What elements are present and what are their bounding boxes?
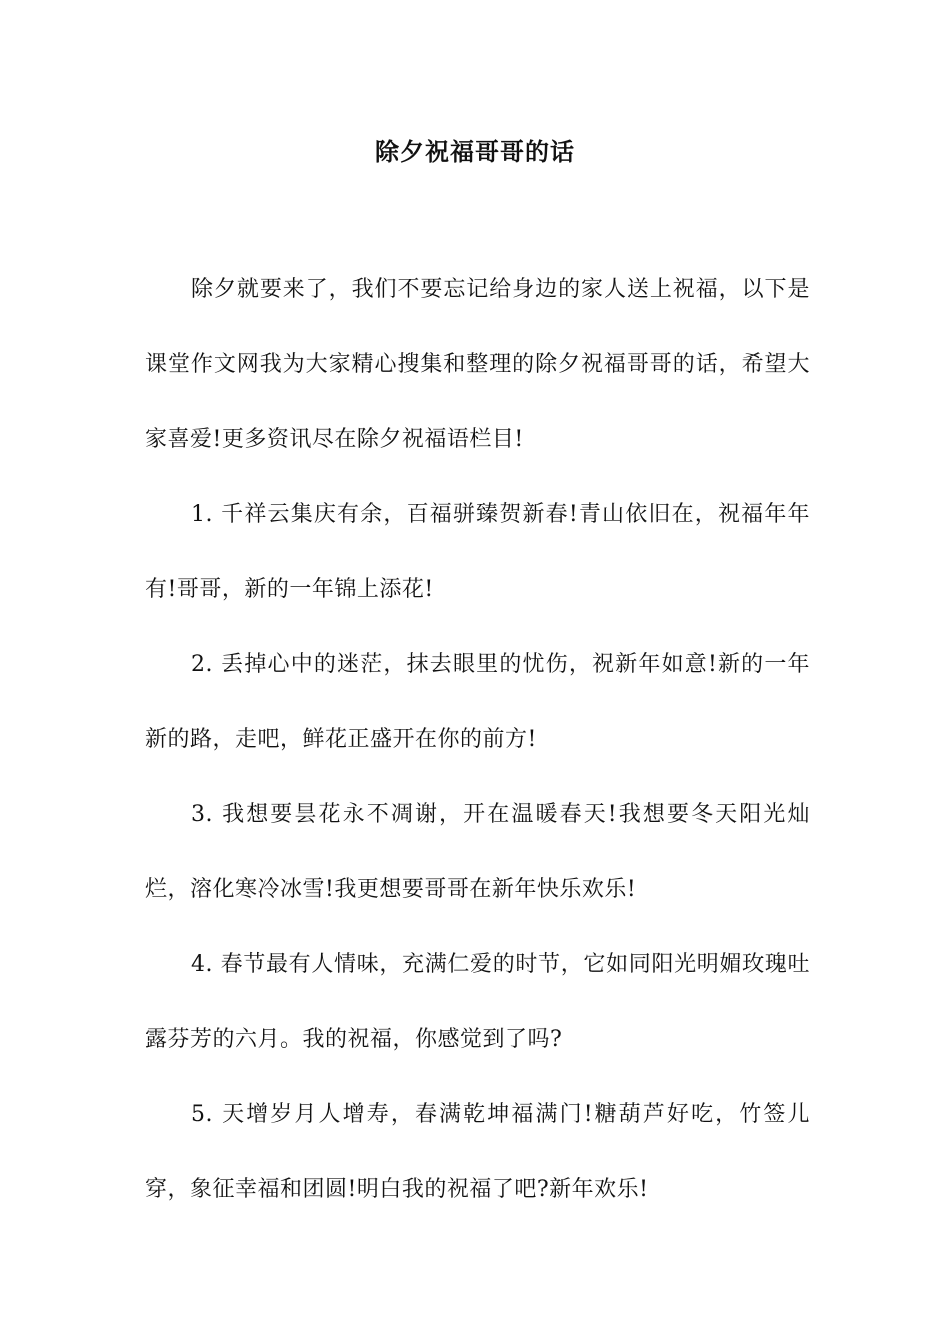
greeting-item-1: 1. 千祥云集庆有余，百福骈臻贺新春!青山依旧在，祝福年年有!哥哥，新的一年锦上添花! [145, 502, 810, 602]
greeting-item-5: 5. 天增岁月人增寿，春满乾坤福满门!糖葫芦好吃，竹签儿穿，象征幸福和团圆!明白我的祝福了吧?新年欢乐! [145, 1102, 810, 1202]
greeting-item-3: 3. 我想要昙花永不凋谢，开在温暖春天!我想要冬天阳光灿烂，溶化寒冷冰雪!我更想要哥哥在新年快乐欢乐! [145, 802, 810, 902]
greeting-item-2: 2. 丢掉心中的迷茫，抹去眼里的忧伤，祝新年如意!新的一年新的路，走吧，鲜花正盛开在你的前方! [145, 652, 810, 752]
greeting-item-4: 4. 春节最有人情味，充满仁爱的时节，它如同阳光明媚玫瑰吐露芬芳的六月。我的祝福，你感觉到了吗? [145, 952, 810, 1052]
document-body [145, 252, 810, 1227]
intro-paragraph: 除夕就要来了，我们不要忘记给身边的家人送上祝福，以下是课堂作文网我为大家精心搜集和整理的除夕祝福哥哥的话，希望大家喜爱!更多资讯尽在除夕祝福语栏目! [145, 277, 810, 452]
document-title: 除夕祝福哥哥的话 [375, 137, 575, 166]
